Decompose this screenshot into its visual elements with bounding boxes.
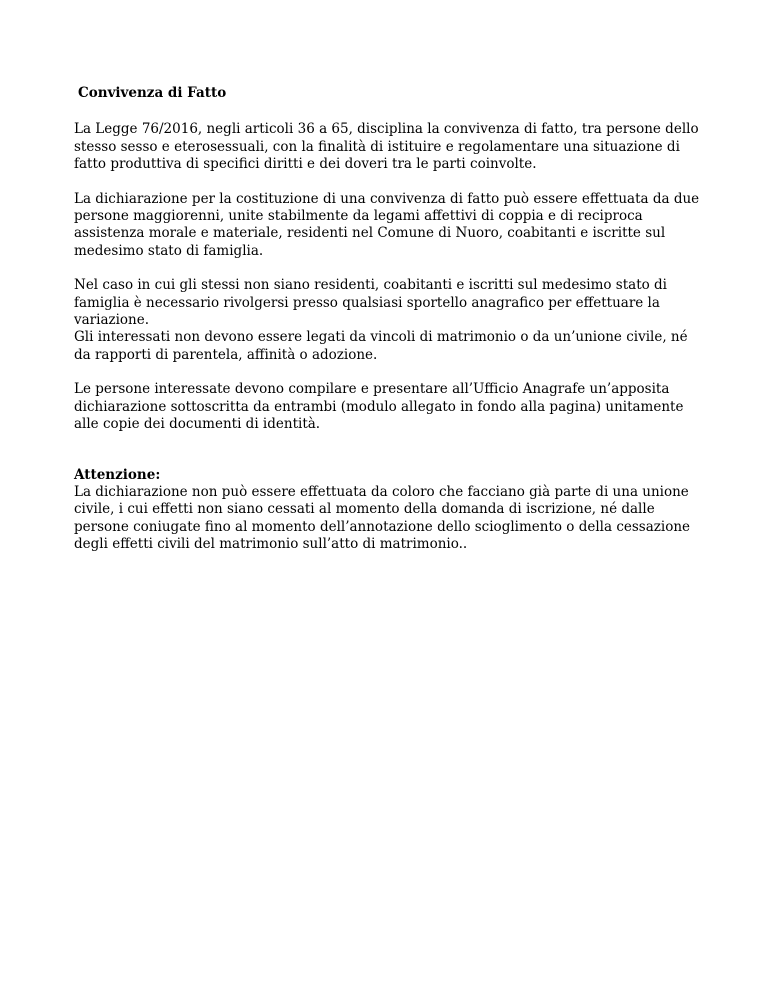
document-title: Convivenza di Fatto	[78, 85, 227, 101]
paragraph-residency-note: Nel caso in cui gli stessi non siano residenti, coabitanti e iscritti sul medesimo stato di famiglia è necessario rivolgersi presso qualsiasi sportello anagrafico per effettuare la variazione.	[74, 277, 668, 329]
paragraph-restrictions: Gli interessati non devono essere legati da vincoli di matrimonio o da un’unione civile, né da rapporti di parentela, affinità o adozione.	[74, 329, 688, 363]
paragraph-submission: Le persone interessate devono compilare e presentare all’Ufficio Anagrafe un’apposita dichiarazione sottoscritta da entrambi (modulo allegato in fondo alla pagina) unitamente alle copie dei documenti di identità.	[74, 381, 684, 433]
paragraph-declaration-requirements: La dichiarazione per la costituzione di una convivenza di fatto può essere effettuata da due persone maggiorenni, unite stabilmente da legami affettivi di coppia e di reciproca assistenza morale e materiale, residenti nel Comune di Nuoro, coabitanti e iscritte sul medesimo stato di famiglia.	[74, 190, 700, 259]
paragraph-group-residency	[74, 277, 706, 364]
attention-section	[74, 467, 706, 554]
paragraph-law-description: La Legge 76/2016, negli articoli 36 a 65, disciplina la convivenza di fatto, tra persone dello stesso sesso e eterosessuali, con la finalità di istituire e regolamentare una situazione di fatto produttiva di specifici diritti e dei doveri tra le parti coinvolte.	[74, 121, 699, 173]
document-page	[74, 85, 706, 554]
attention-text: La dichiarazione non può essere effettuata da coloro che facciano già parte di una unione civile, i cui effetti non siano cessati al momento della domanda di iscrizione, né dalle persone coniugate fino al momento dell’annotazione dello scioglimento o della cessazione degli effetti civili del matrimonio sull’atto di matrimonio..	[74, 483, 691, 553]
attention-label: Attenzione:	[74, 466, 161, 483]
